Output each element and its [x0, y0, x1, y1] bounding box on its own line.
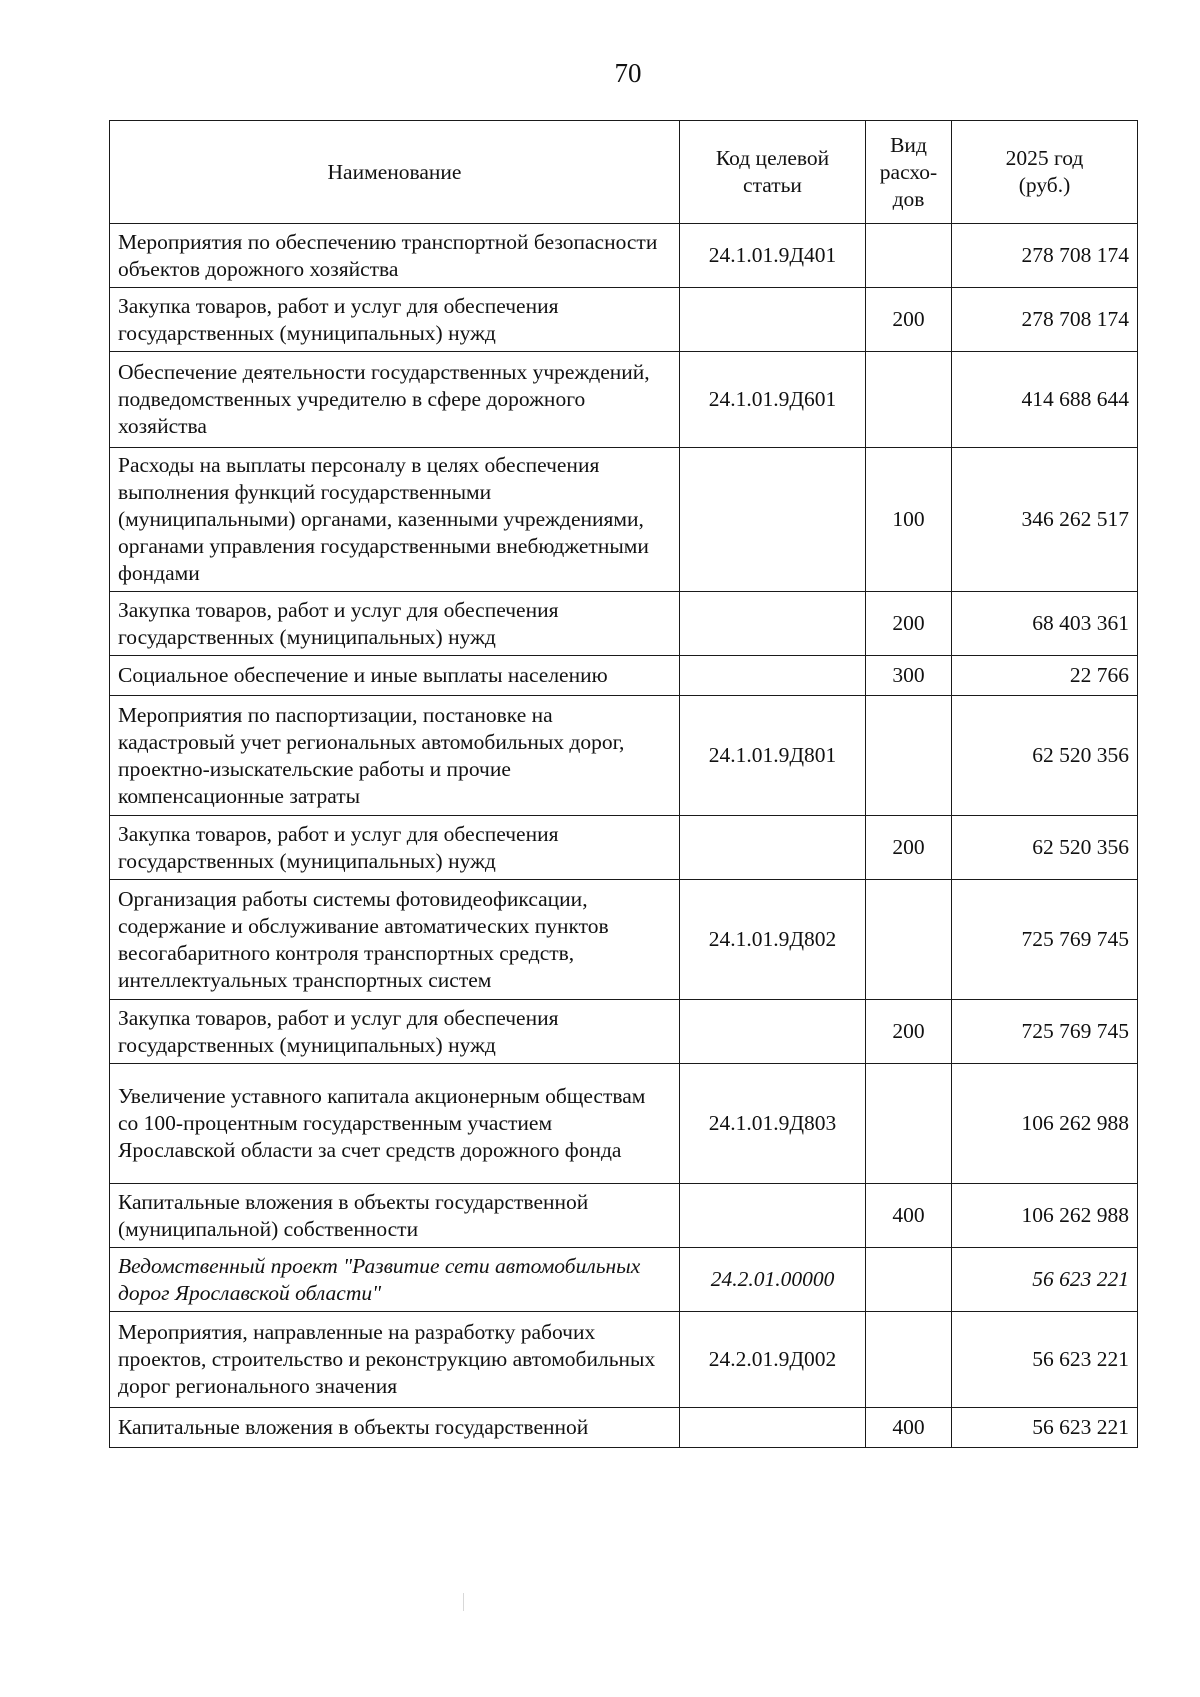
- cell-name: Мероприятия, направленные на разработку рабочих проектов, строительство и реконструкцию автомобильных дорог регионального значения: [110, 1312, 680, 1408]
- cell-code: [680, 1000, 866, 1064]
- cell-kind: [866, 224, 952, 288]
- cell-amount: 62 520 356: [952, 816, 1138, 880]
- cell-kind: 100: [866, 448, 952, 592]
- cell-name: Организация работы системы фотовидеофиксации, содержание и обслуживание автоматических пунктов весогабаритного контроля транспортных средств, интеллектуальных транспортных систем: [110, 880, 680, 1000]
- cell-kind: 200: [866, 816, 952, 880]
- cell-name: Закупка товаров, работ и услуг для обеспечения государственных (муниципальных) нужд: [110, 1000, 680, 1064]
- budget-table: [109, 120, 1138, 1448]
- table-header-row: [110, 121, 1138, 224]
- cell-kind: [866, 1248, 952, 1312]
- table-row: [110, 288, 1138, 352]
- page-number: 70: [614, 58, 642, 88]
- cell-kind: 200: [866, 592, 952, 656]
- table-row: [110, 1000, 1138, 1064]
- cell-code: 24.1.01.9Д801: [680, 696, 866, 816]
- header-amount-label: 2025 год (руб.): [1005, 146, 1084, 197]
- table-row: [110, 880, 1138, 1000]
- cell-amount: 106 262 988: [952, 1184, 1138, 1248]
- cell-amount: 56 623 221: [952, 1312, 1138, 1408]
- cell-code: [680, 656, 866, 696]
- cell-kind: [866, 1312, 952, 1408]
- cell-name: Обеспечение деятельности государственных учреждений, подведомственных учредителю в сфере дорожного хозяйства: [110, 352, 680, 448]
- cell-code: [680, 1408, 866, 1448]
- cell-name: Мероприятия по обеспечению транспортной безопасности объектов дорожного хозяйства: [110, 224, 680, 288]
- cell-code: [680, 592, 866, 656]
- cell-kind: [866, 880, 952, 1000]
- cell-name: Капитальные вложения в объекты государственной (муниципальной) собственности: [110, 1184, 680, 1248]
- table-row: [110, 1312, 1138, 1408]
- cell-name: Капитальные вложения в объекты государственной: [110, 1408, 680, 1448]
- header-kind-label: Вид расхо- дов: [879, 132, 938, 211]
- cell-name: Расходы на выплаты персоналу в целях обеспечения выполнения функций государственными (муниципальными) органами, казенными учреждениями, органами управления государственными внебюджетными фондами: [110, 448, 680, 592]
- table-row: [110, 352, 1138, 448]
- cell-code: 24.1.01.9Д802: [680, 880, 866, 1000]
- cell-code: [680, 448, 866, 592]
- table-row: [110, 696, 1138, 816]
- scan-artifact: [463, 1593, 464, 1611]
- cell-amount: 414 688 644: [952, 352, 1138, 448]
- cell-code: 24.2.01.9Д002: [680, 1312, 866, 1408]
- header-code-label: Код целевой статьи: [715, 146, 830, 197]
- cell-name: Закупка товаров, работ и услуг для обеспечения государственных (муниципальных) нужд: [110, 288, 680, 352]
- cell-kind: [866, 352, 952, 448]
- cell-amount: 725 769 745: [952, 880, 1138, 1000]
- header-amount: [952, 121, 1138, 224]
- cell-name: Мероприятия по паспортизации, постановке на кадастровый учет региональных автомобильных дорог, проектно-изыскательские работы и прочие компенсационные затраты: [110, 696, 680, 816]
- table-row: [110, 1248, 1138, 1312]
- cell-kind: 200: [866, 1000, 952, 1064]
- cell-kind: 300: [866, 656, 952, 696]
- cell-kind: 200: [866, 288, 952, 352]
- cell-name: Закупка товаров, работ и услуг для обеспечения государственных (муниципальных) нужд: [110, 592, 680, 656]
- cell-amount: 68 403 361: [952, 592, 1138, 656]
- cell-amount: 346 262 517: [952, 448, 1138, 592]
- cell-kind: [866, 1064, 952, 1184]
- header-code: [680, 121, 866, 224]
- cell-code: 24.1.01.9Д803: [680, 1064, 866, 1184]
- cell-amount: 106 262 988: [952, 1064, 1138, 1184]
- cell-kind: [866, 696, 952, 816]
- cell-name: Увеличение уставного капитала акционерным обществам со 100-процентным государственным участием Ярославской области за счет средств дорожного фонда: [110, 1064, 680, 1184]
- header-kind: [866, 121, 952, 224]
- cell-amount: 278 708 174: [952, 224, 1138, 288]
- cell-amount: 725 769 745: [952, 1000, 1138, 1064]
- cell-kind: 400: [866, 1408, 952, 1448]
- cell-amount: 62 520 356: [952, 696, 1138, 816]
- cell-name: Ведомственный проект "Развитие сети автомобильных дорог Ярославской области": [110, 1248, 680, 1312]
- table-row: [110, 656, 1138, 696]
- cell-amount: 56 623 221: [952, 1408, 1138, 1448]
- table-row: [110, 448, 1138, 592]
- cell-code: [680, 288, 866, 352]
- table-body: [110, 224, 1138, 1448]
- cell-amount: 56 623 221: [952, 1248, 1138, 1312]
- cell-code: [680, 816, 866, 880]
- cell-code: 24.2.01.00000: [680, 1248, 866, 1312]
- header-name: Наименование: [110, 121, 680, 224]
- cell-code: 24.1.01.9Д601: [680, 352, 866, 448]
- table-row: [110, 816, 1138, 880]
- cell-amount: 278 708 174: [952, 288, 1138, 352]
- cell-name: Закупка товаров, работ и услуг для обеспечения государственных (муниципальных) нужд: [110, 816, 680, 880]
- cell-code: [680, 1184, 866, 1248]
- cell-amount: 22 766: [952, 656, 1138, 696]
- table-row: [110, 1064, 1138, 1184]
- cell-kind: 400: [866, 1184, 952, 1248]
- cell-code: 24.1.01.9Д401: [680, 224, 866, 288]
- table-row: [110, 224, 1138, 288]
- cell-name: Социальное обеспечение и иные выплаты населению: [110, 656, 680, 696]
- table-row: [110, 592, 1138, 656]
- table-row: [110, 1408, 1138, 1448]
- table-row: [110, 1184, 1138, 1248]
